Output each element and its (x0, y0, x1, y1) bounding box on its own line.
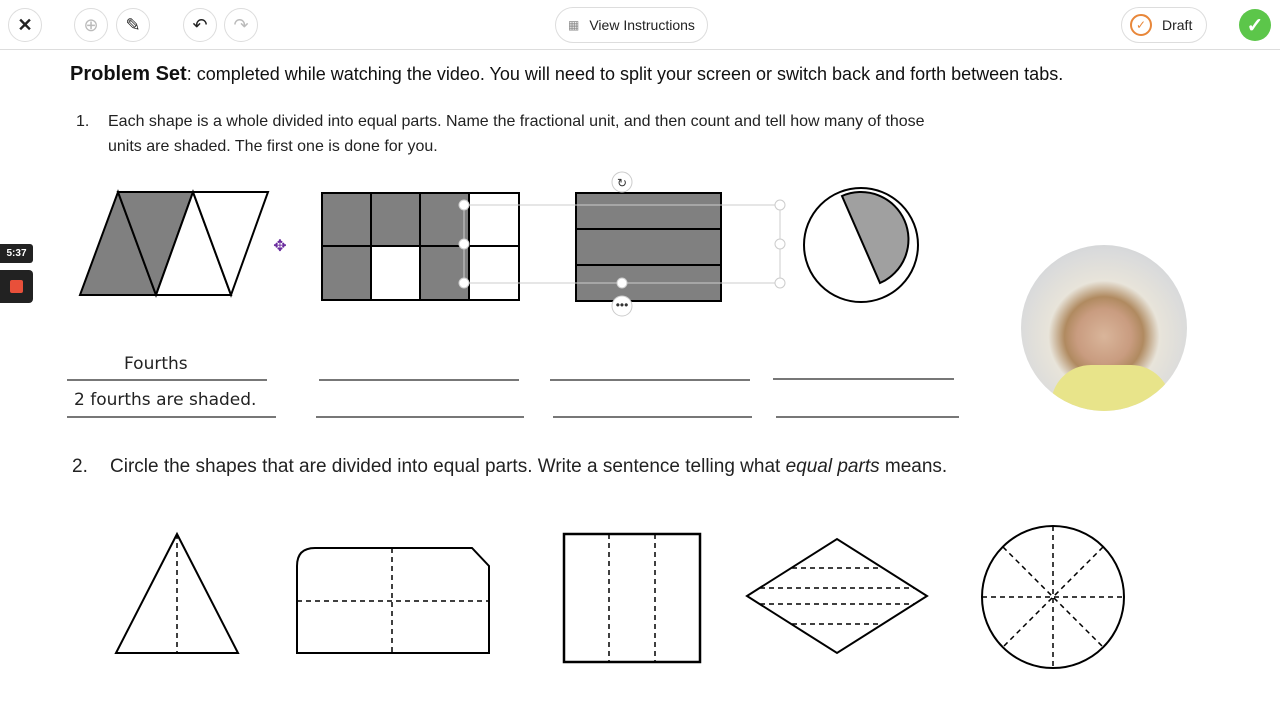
redo-icon: ↷ (233, 14, 249, 35)
draft-status-icon: ✓ (1130, 14, 1152, 36)
pencil-icon: ✎ (125, 14, 141, 35)
undo-icon: ↶ (192, 14, 208, 35)
checkmark-icon: ✓ (1246, 14, 1264, 37)
close-icon: ✕ (17, 14, 33, 35)
example-unit-answer: Fourths (124, 354, 188, 374)
instructions-icon: ▦ (568, 18, 580, 32)
svg-text:•••: ••• (615, 298, 629, 312)
q1-text: Each shape is a whole divided into equal parts. Name the fractional unit, and then count and tell how many of those units are shaded. The first one is done for you. (108, 113, 925, 155)
example-count-answer: 2 fourths are shaded. (74, 390, 257, 410)
rhombus-shape (747, 539, 927, 653)
q2-text-italic: equal parts (785, 456, 880, 477)
title-bold: Problem Set (70, 63, 187, 85)
q2-text: Circle the shapes that are divided into equal parts. Write a sentence telling what (110, 456, 786, 477)
rounded-rectangle-shape (297, 548, 489, 653)
title-rest: : completed while watching the video. You will need to split your screen or switch back and forth between tabs. (186, 64, 1064, 84)
square-thirds-shape (564, 534, 700, 662)
triangle-shape (116, 534, 238, 653)
view-instructions-label: View Instructions (589, 17, 695, 33)
draft-label: Draft (1162, 17, 1193, 33)
recording-timer: 5:37 (0, 244, 33, 263)
q1-number: 1. (76, 113, 90, 130)
q2-number: 2. (72, 456, 88, 477)
circle-eighths-shape (982, 526, 1124, 668)
zoom-in-icon: ⊕ (83, 14, 99, 35)
svg-text:↻: ↻ (616, 176, 628, 190)
move-cursor-icon: ✥ (273, 238, 287, 255)
q2-text-end: means. (879, 456, 948, 477)
